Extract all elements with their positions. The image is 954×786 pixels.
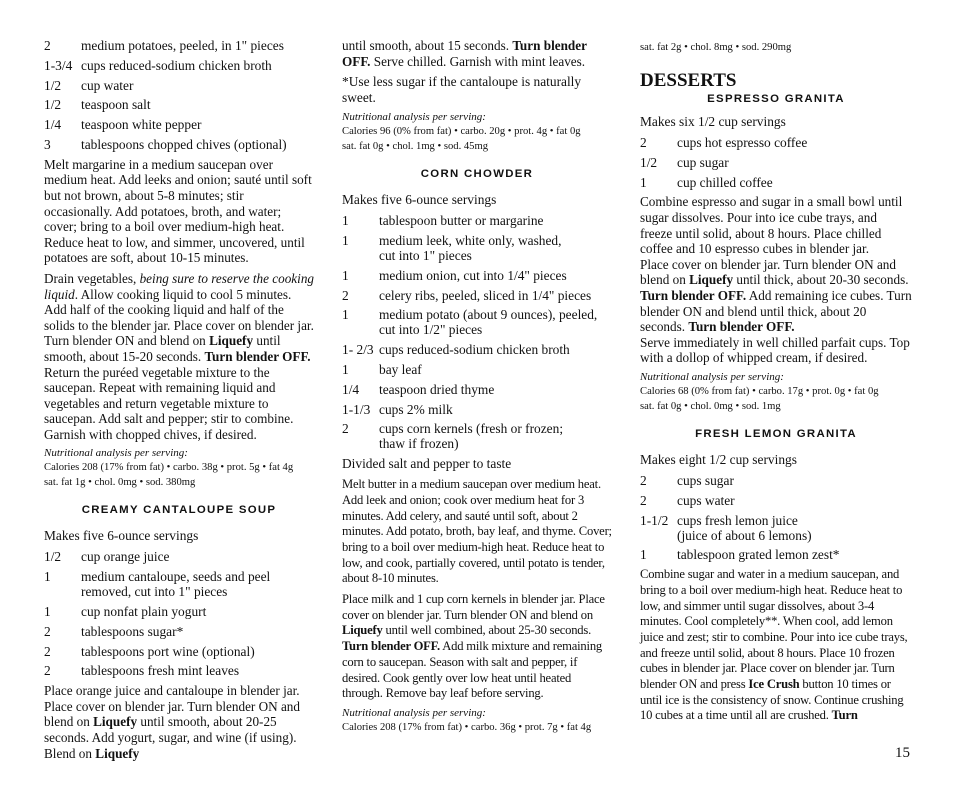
ingredient-line: cut into 1" pieces — [379, 247, 472, 263]
ingredient-line: medium cantaloupe, seeds and peel — [81, 569, 271, 585]
nutrition-label: Nutritional analysis per serving: — [640, 370, 784, 383]
ingredient-row — [342, 268, 612, 283]
ingredient-item: medium onion, cut into 1/4" pieces — [379, 267, 567, 283]
ingredient-qty: 2 — [640, 492, 647, 508]
ingredient-row — [640, 493, 912, 508]
instruction-paragraph: Melt butter in a medium saucepan over medium heat. Add leek and onion; cook over medium heat for 3 minutes. Add celery, and sauté until soft, about 2 minutes. Add potato, broth, bay leaf, and thyme. Cover; bring to a boil over medium-high heat. Reduce heat to low, and cook, partially covered, until potato is tender, about 8-10 minutes. — [342, 477, 612, 586]
ingredient-line: removed, cut into 1" pieces — [81, 584, 228, 600]
ingredient-qty: 1 — [342, 307, 349, 323]
setting-name: Liquefy — [342, 623, 383, 638]
footnote: *Use less sugar if the cantaloupe is naturally sweet. — [342, 74, 582, 106]
setting-name: Liquefy — [93, 714, 138, 730]
nutrition-label: Nutritional analysis per serving: — [342, 707, 486, 719]
ingredient-row — [44, 663, 314, 678]
nutrition-label: Nutritional analysis per serving: — [342, 111, 486, 124]
ingredient-item: medium potatoes, peeled, in 1" pieces — [81, 38, 284, 53]
ingredient-qty: 2 — [44, 643, 51, 659]
ingredient-qty: 1 — [44, 604, 51, 620]
ingredient-item: cups 2% milk — [379, 401, 453, 417]
ingredient-item: cups water — [677, 492, 735, 508]
text-run: button 10 times or until ice is the consistency of snow. Continue crushing 10 cubes at a time until all are crushed. — [640, 677, 904, 723]
ingredient-item — [677, 513, 912, 543]
ingredient-qty: 2 — [640, 135, 647, 150]
text-run: Add milk mixture and remaining corn to saucepan. Season with salt and pepper, if desired. Cook gently over low heat until heated through. Remove bay leaf before serving. — [342, 639, 603, 701]
servings-text: Makes five 6-ounce servings — [342, 192, 497, 208]
ingredient-qty: 1/2 — [44, 549, 62, 565]
ingredient-line: cups corn kernels (fresh or frozen; — [379, 421, 564, 437]
ingredient-row — [44, 78, 314, 93]
ingredient-qty: 2 — [342, 421, 349, 437]
ingredient-row — [44, 117, 314, 132]
ingredient-row — [342, 342, 612, 357]
ingredient-qty: 3 — [44, 136, 51, 152]
ingredient-row — [640, 547, 912, 562]
ingredient-row — [44, 137, 314, 152]
ingredient-row — [640, 155, 912, 170]
nutrition-facts — [44, 460, 314, 490]
ingredient-row — [342, 382, 612, 397]
column-1 — [44, 38, 314, 766]
button-name: Ice Crush — [748, 677, 800, 692]
ingredient-item: cups reduced-sodium chicken broth — [379, 342, 570, 358]
ingredient-row — [44, 569, 314, 599]
text-run: Serve chilled. Garnish with mint leaves. — [370, 53, 586, 69]
ingredient-qty: 2 — [342, 287, 349, 303]
instruction-paragraph — [342, 592, 612, 702]
nutrition-line: sat. fat 1g • chol. 0mg • sod. 380mg — [44, 477, 196, 489]
recipe-title: CORN CHOWDER — [420, 168, 534, 181]
blender-off-instruction: Turn blender OFF. — [342, 639, 440, 654]
ingredient-row — [640, 513, 912, 543]
ingredient-qty: 1-1/2 — [640, 512, 669, 528]
nutrition-facts — [342, 720, 612, 735]
instruction-paragraph — [640, 567, 912, 724]
setting-name: Liquefy — [209, 333, 254, 349]
text-run: until smooth, about 20-25 seconds. Add yogurt, sugar, and wine (if using). Blend on — [44, 714, 297, 761]
ingredient-row — [342, 213, 612, 228]
nutrition-line: Calories 96 (0% from fat) • carbo. 20g • prot. 4g • fat 0g — [342, 126, 581, 138]
ingredient-item — [379, 233, 612, 263]
nutrition-line: sat. fat 0g • chol. 0mg • sod. 1mg — [640, 400, 781, 412]
recipe-title: ESPRESSO GRANITA — [707, 93, 845, 105]
ingredient-item: cup chilled coffee — [677, 174, 773, 190]
ingredient-row — [640, 135, 912, 150]
ingredient-item: cup water — [81, 77, 134, 93]
text-run: . Allow cooking liquid to cool 5 minutes. Add half of the cooking liquid and half of the solids to the blender jar. Place cover on blender jar. Turn blender ON and blend on — [44, 286, 314, 349]
ingredient-qty: 1/4 — [44, 117, 62, 133]
blender-off-instruction: Turn blender OFF. — [640, 287, 747, 303]
ingredient-list — [342, 213, 612, 451]
instruction-paragraph — [640, 257, 912, 335]
ingredient-item: teaspoon salt — [81, 97, 151, 113]
nutrition-facts: sat. fat 2g • chol. 8mg • sod. 290mg — [640, 42, 792, 53]
nutrition-line: Calories 208 (17% from fat) • carbo. 36g • prot. 7g • fat 4g — [342, 722, 592, 733]
ingredient-qty: 1/4 — [342, 381, 360, 397]
text-run: Combine sugar and water in a medium saucepan, and bring to a boil over medium-high heat. Reduce heat to low, and simmer until sugar dissolves, about 3-4 minutes. Cool completely**. When cool, add lemon juice and zest; stir to combine. Pour into ice cube trays, and freeze until solid, about 8 hours. Place 10 frozen cubes in blender jar. Place cover on blender jar. Turn blender ON and press — [640, 567, 908, 692]
ingredient-row — [342, 233, 612, 263]
instruction-paragraph — [44, 683, 314, 761]
ingredient-item: teaspoon dried thyme — [379, 381, 495, 397]
ingredient-line: cut into 1/2" pieces — [379, 322, 483, 338]
text-run: until smooth, about 15-20 seconds. — [44, 333, 281, 364]
nutrition-facts — [640, 384, 912, 414]
ingredient-item: cups hot espresso coffee — [677, 135, 808, 150]
nutrition-label: Nutritional analysis per serving: — [44, 447, 188, 460]
ingredient-list — [640, 135, 912, 190]
ingredient-item: celery ribs, peeled, sliced in 1/4" pieces — [379, 287, 592, 303]
ingredient-item: cups reduced-sodium chicken broth — [81, 57, 272, 73]
ingredient-item: tablespoons port wine (optional) — [81, 643, 255, 659]
instruction-paragraph: Melt margarine in a medium saucepan over medium heat. Add leeks and onion; sauté until soft but not brown, about 5-8 minutes; stir occasionally. Add potatoes, broth, and water; cover; bring to a boil over medium-high heat. Reduce heat to low, and simmer, uncovered, until potatoes are soft, about 10-15 minutes. — [44, 156, 312, 266]
emphasis-text: being sure to reserve the cooking liquid — [44, 270, 315, 302]
ingredient-qty: 1 — [342, 213, 349, 229]
ingredient-item: tablespoons sugar* — [81, 623, 184, 639]
ingredient-qty: 2 — [640, 472, 647, 488]
ingredient-row — [640, 175, 912, 190]
ingredient-qty: 1 — [44, 569, 51, 585]
text-run: Place orange juice and cantaloupe in blender jar. Place cover on blender jar. Turn blender ON and blend on — [44, 683, 300, 730]
ingredient-list — [640, 473, 912, 562]
ingredient-qty: 1/2 — [44, 77, 62, 93]
ingredient-qty: 2 — [44, 623, 51, 639]
servings-text: Makes five 6-ounce servings — [44, 528, 199, 544]
text-run: Add remaining ice cubes. Turn blender ON and blend until thick, about 20 seconds. — [640, 287, 912, 335]
text-run: Return the puréed vegetable mixture to the saucepan. Repeat with remaining liquid and vegetables and return vegetable mixture to saucepan. Add salt and pepper; stir to combine. Garnish with chopped chives, if desired. — [44, 364, 294, 442]
nutrition-facts — [342, 124, 612, 154]
section-heading: DESSERTS — [640, 70, 737, 91]
ingredient-line: medium leek, white only, washed, — [379, 232, 562, 248]
ingredient-line: medium potato (about 9 ounces), peeled, — [379, 307, 598, 323]
nutrition-line: sat. fat 0g • chol. 1mg • sod. 45mg — [342, 141, 489, 153]
blender-off-instruction: Turn blender OFF. — [204, 348, 311, 364]
servings-text: Makes eight 1/2 cup servings — [640, 451, 797, 467]
text-run: until smooth, about 15 seconds. — [342, 38, 513, 53]
ingredient-row — [44, 624, 314, 639]
seasoning-note: Divided salt and pepper to taste — [342, 456, 512, 472]
ingredient-item: tablespoon butter or margarine — [379, 213, 544, 229]
ingredient-item: tablespoons fresh mint leaves — [81, 663, 240, 679]
blender-off-instruction: Turn blender OFF. — [688, 319, 795, 335]
ingredient-line: (juice of about 6 lemons) — [677, 527, 812, 543]
ingredient-line: cups fresh lemon juice — [677, 512, 798, 528]
text-run: Drain vegetables, — [44, 270, 140, 286]
setting-name: Liquefy — [95, 745, 140, 761]
ingredient-row — [342, 402, 612, 417]
ingredient-item: cup nonfat plain yogurt — [81, 604, 207, 620]
ingredient-qty: 1 — [342, 267, 349, 283]
text-run: until well combined, about 25-30 seconds. — [382, 623, 592, 638]
ingredient-row — [342, 421, 612, 451]
ingredient-row — [44, 97, 314, 112]
ingredient-item — [379, 421, 612, 451]
ingredient-item — [81, 569, 314, 599]
ingredient-item: tablespoon grated lemon zest* — [677, 547, 840, 563]
ingredient-row — [640, 473, 912, 488]
ingredient-qty: 1/2 — [640, 154, 658, 170]
ingredient-qty: 2 — [44, 38, 51, 53]
ingredient-item: teaspoon white pepper — [81, 117, 202, 133]
blender-off-instruction: Turn blender OFF. — [342, 38, 587, 69]
column-2 — [342, 38, 612, 743]
ingredient-qty: 1 — [640, 174, 647, 190]
ingredient-qty: 1-1/3 — [342, 401, 371, 417]
ingredient-item: tablespoons chopped chives (optional) — [81, 136, 287, 152]
ingredient-item: bay leaf — [379, 361, 422, 377]
ingredient-row — [44, 38, 314, 53]
ingredient-item: cup sugar — [677, 154, 729, 170]
ingredient-list — [44, 38, 314, 152]
ingredient-row — [44, 644, 314, 659]
ingredient-qty: 1 — [342, 361, 349, 377]
instruction-paragraph — [342, 38, 612, 69]
ingredient-qty: 2 — [44, 663, 51, 679]
ingredient-item: cup orange juice — [81, 549, 170, 565]
text-run: Combine espresso and sugar in a small bowl until sugar dissolves. Pour into ice cube trays, and freeze until solid, about 8 hours. Place chilled coffee and 10 espresso cubes in blender jar. — [640, 194, 903, 257]
text-run: Place cover on blender jar. Turn blender ON and blend on — [640, 256, 896, 288]
instruction-paragraph — [44, 271, 314, 443]
ingredient-line: thaw if frozen) — [379, 436, 459, 452]
ingredient-row — [44, 549, 314, 564]
text-run: Place milk and 1 cup corn kernels in blender jar. Place cover on blender jar. Turn blender ON and blend on — [342, 592, 605, 622]
recipe-title: FRESH LEMON GRANITA — [695, 427, 857, 440]
ingredient-item — [379, 307, 612, 337]
ingredient-item: cups sugar — [677, 472, 734, 488]
page-number: 15 — [895, 745, 910, 761]
text-run: until thick, about 20-30 seconds. — [733, 272, 909, 288]
nutrition-line: Calories 208 (17% from fat) • carbo. 38g • prot. 5g • fat 4g — [44, 462, 294, 474]
ingredient-row — [44, 58, 314, 73]
ingredient-row — [44, 604, 314, 619]
ingredient-row — [342, 307, 612, 337]
recipe-title: CREAMY CANTALOUPE SOUP — [81, 504, 277, 517]
ingredient-qty: 1/2 — [44, 97, 62, 113]
ingredient-row — [342, 288, 612, 303]
column-3 — [640, 40, 912, 729]
instruction-paragraph — [640, 194, 912, 256]
ingredient-qty: 1 — [342, 232, 349, 248]
ingredient-row — [342, 362, 612, 377]
ingredient-qty: 1- 2/3 — [342, 342, 374, 358]
instruction-paragraph: Serve immediately in well chilled parfait cups. Top with a dollop of whipped cream, if desired. — [640, 334, 910, 366]
ingredient-qty: 1-3/4 — [44, 57, 73, 73]
instruction-continued: Turn — [831, 708, 858, 723]
ingredient-list — [44, 549, 314, 678]
servings-text: Makes six 1/2 cup servings — [640, 114, 786, 129]
setting-name: Liquefy — [689, 272, 734, 288]
nutrition-line: Calories 68 (0% from fat) • carbo. 17g • prot. 0g • fat 0g — [640, 385, 879, 397]
ingredient-qty: 1 — [640, 547, 647, 563]
